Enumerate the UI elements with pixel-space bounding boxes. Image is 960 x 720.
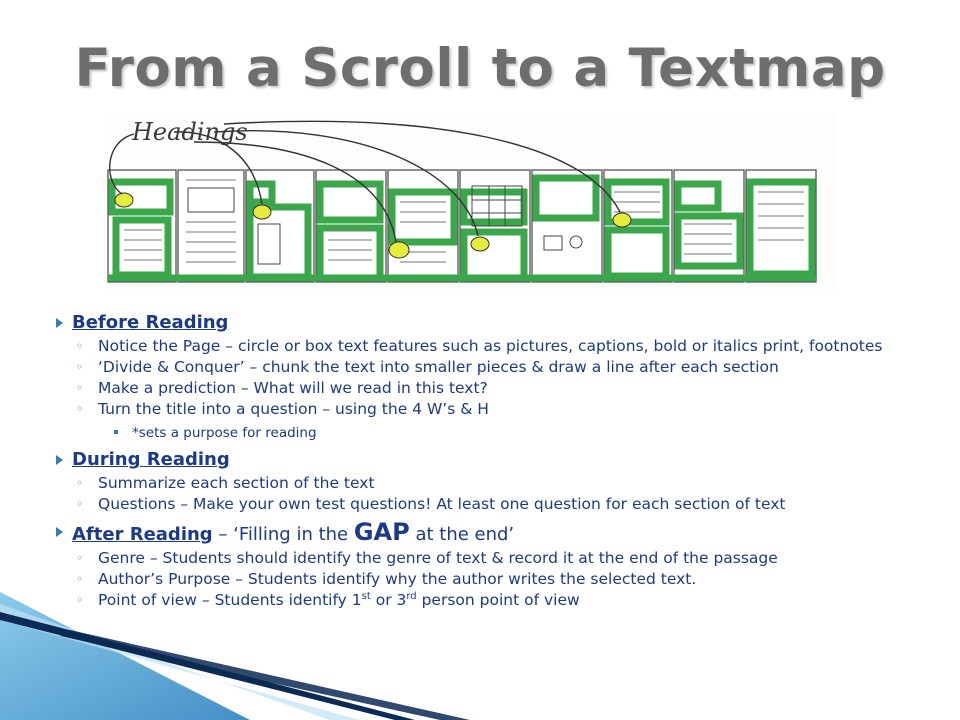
- list-item-text: Notice the Page – circle or box text features such as pictures, captions, bold or italics print, footnotes: [98, 337, 883, 355]
- heading-rest-end: at the end’: [409, 524, 515, 545]
- heading-label: After Reading: [72, 524, 213, 545]
- circle-bullet-icon: ◦: [76, 497, 84, 511]
- circle-bullet-icon: ◦: [76, 572, 84, 586]
- gap-word: GAP: [353, 518, 410, 546]
- heading-rest: – ‘Filling in the: [212, 524, 354, 545]
- slide-title: From a Scroll to a Textmap: [74, 38, 886, 99]
- list-item-text: Questions – Make your own test questions! At least one question for each section of text: [98, 495, 786, 513]
- heading-label: Before Reading: [72, 312, 229, 333]
- list-item-text: Make a prediction – What will we read in this text?: [98, 379, 488, 397]
- circle-bullet-icon: ◦: [76, 593, 84, 607]
- circle-bullet-icon: ◦: [76, 551, 84, 565]
- circle-bullet-icon: ◦: [76, 402, 84, 416]
- list-item-text: Author’s Purpose – Students identify why the author writes the selected text.: [98, 570, 697, 588]
- list-item-text: Genre – Students should identify the genre of text & record it at the end of the passage: [98, 549, 778, 567]
- heading-label: During Reading: [72, 449, 230, 470]
- list-item-text: Summarize each section of the text: [98, 474, 375, 492]
- circle-bullet-icon: ◦: [76, 476, 84, 490]
- circle-bullet-icon: ◦: [76, 360, 84, 374]
- pov-text: Point of view – Students identify 1st or 3rd person point of view: [98, 590, 580, 609]
- list-item-text: Turn the title into a question – using the 4 W’s & H: [98, 400, 489, 418]
- sub-list-item-text: *sets a purpose for reading: [132, 425, 317, 441]
- list-item-text: ‘Divide & Conquer’ – chunk the text into smaller pieces & draw a line after each section: [98, 358, 779, 376]
- circle-bullet-icon: ◦: [76, 339, 84, 353]
- circle-bullet-icon: ◦: [76, 381, 84, 395]
- sketch-headings-label: Headings: [132, 118, 248, 146]
